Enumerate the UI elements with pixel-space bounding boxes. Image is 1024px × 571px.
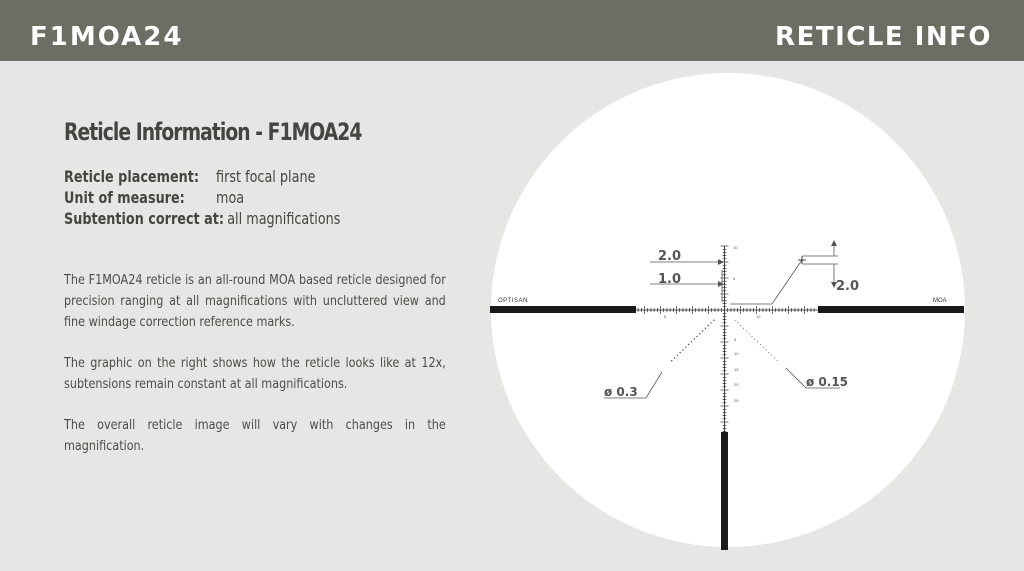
tick-label: 5 xyxy=(733,276,736,281)
windage-dot xyxy=(763,347,764,348)
description-paragraph: The graphic on the right shows how the reticle looks like at 12x, subtensions remain constant at all magnifications. xyxy=(64,355,446,392)
dimension-label-mid: 1.0 xyxy=(658,272,682,287)
unit-label: MOA xyxy=(933,298,947,304)
windage-dot xyxy=(746,331,747,332)
description xyxy=(64,270,446,477)
windage-dot xyxy=(740,325,741,326)
windage-dot xyxy=(694,338,695,339)
reticle-diagram xyxy=(490,70,970,550)
spec-label: Unit of measure: xyxy=(64,188,185,207)
windage-dot xyxy=(760,344,761,345)
windage-dot xyxy=(710,322,711,323)
tick-label: 5 xyxy=(664,314,667,319)
windage-dot xyxy=(751,336,752,337)
tick-label: 10 xyxy=(733,245,738,250)
spec-row-subtension xyxy=(64,208,340,229)
description-paragraph: The F1MOA24 reticle is an all-round MOA based reticle designed for precision ranging at all magnifications with uncluttered view and fine windage correction reference marks. xyxy=(64,272,446,330)
description-paragraph: The overall reticle image will vary with changes in the magnification. xyxy=(64,417,446,454)
dot-size-label-left: ø 0.3 xyxy=(604,385,638,399)
tick-label: 15 xyxy=(734,367,739,372)
spec-label: Reticle placement: xyxy=(64,167,199,186)
windage-dot xyxy=(774,358,775,359)
windage-dot xyxy=(743,328,744,329)
info-panel xyxy=(64,118,484,146)
right-post xyxy=(818,306,964,313)
dot-size-label-right: ø 0.15 xyxy=(806,375,849,389)
windage-dot xyxy=(737,322,738,323)
brand-label: OPTISAN xyxy=(498,298,528,304)
windage-dot xyxy=(768,352,769,353)
windage-dot xyxy=(696,336,697,337)
windage-dot xyxy=(682,349,683,350)
windage-dot xyxy=(679,352,680,353)
tick-label: 5 xyxy=(734,337,737,342)
model-name: F1MOA24 xyxy=(30,22,184,52)
windage-dot xyxy=(771,355,772,356)
spec-label: Subtention correct at: xyxy=(64,209,224,228)
spec-list xyxy=(64,166,340,229)
windage-dot xyxy=(671,360,672,361)
windage-dot xyxy=(699,333,700,334)
windage-dot xyxy=(708,325,709,326)
spec-value: all magnifications xyxy=(227,209,341,228)
windage-dot xyxy=(705,328,706,329)
windage-dot xyxy=(702,330,703,331)
windage-dot xyxy=(749,333,750,334)
section-title: RETICLE INFO xyxy=(775,22,992,52)
windage-dot xyxy=(777,360,778,361)
tick-label: 10 xyxy=(734,351,739,356)
dimension-label-right: 2.0 xyxy=(836,279,860,294)
windage-dot xyxy=(688,344,689,345)
info-title: Reticle Information - F1MOA24 xyxy=(64,118,362,146)
left-post xyxy=(490,306,636,313)
windage-dot xyxy=(765,349,766,350)
tick-label: 25 xyxy=(734,398,739,403)
windage-dot xyxy=(691,341,692,342)
dimension-label-top: 2.0 xyxy=(658,249,682,264)
bottom-post xyxy=(721,432,728,550)
windage-dot xyxy=(685,347,686,348)
spec-row-placement xyxy=(64,166,340,187)
spec-value: moa xyxy=(216,188,245,207)
windage-dot xyxy=(735,320,736,321)
tick-label: 10 xyxy=(756,314,761,319)
windage-dot xyxy=(757,341,758,342)
windage-dot xyxy=(754,339,755,340)
tick-label: 20 xyxy=(734,382,739,387)
header-bar xyxy=(0,0,1024,61)
spec-value: first focal plane xyxy=(216,167,316,186)
spec-row-unit xyxy=(64,187,340,208)
windage-dot xyxy=(677,355,678,356)
windage-dot xyxy=(713,320,714,321)
windage-dot xyxy=(674,357,675,358)
